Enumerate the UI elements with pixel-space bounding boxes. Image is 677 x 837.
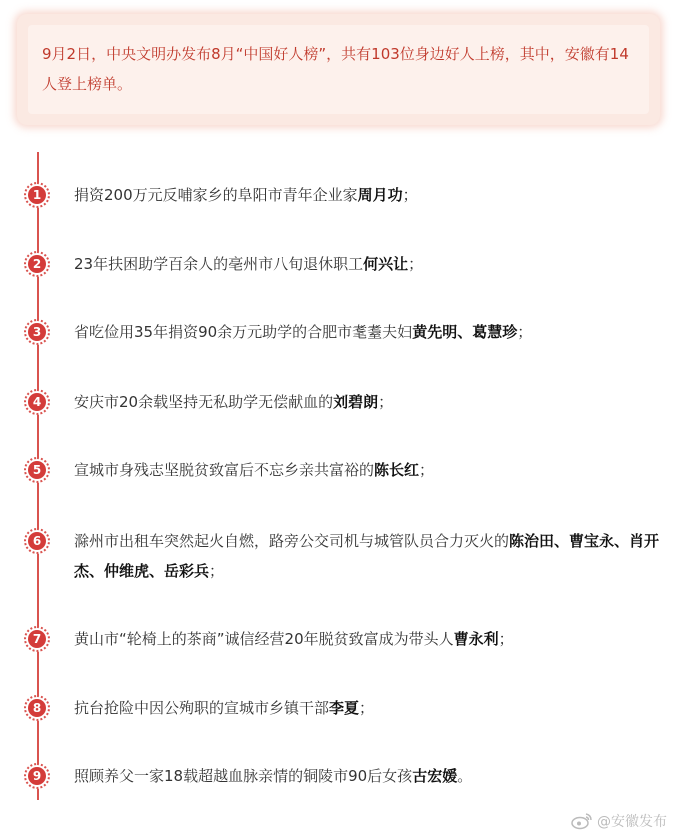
honoree-name: 周月功 <box>357 186 403 204</box>
list-item <box>0 175 677 215</box>
item-punctuation: 。 <box>457 767 473 785</box>
item-description: 宣城市身残志坚脱贫致富后不忘乡亲共富裕的 <box>74 461 375 479</box>
item-punctuation: ； <box>378 393 394 411</box>
number-badge-label: 6 <box>28 532 46 550</box>
item-text <box>74 387 664 417</box>
honoree-name: 李夏 <box>329 699 360 717</box>
item-punctuation: ； <box>517 323 533 341</box>
number-badge-label: 9 <box>28 767 46 785</box>
number-badge-label: 8 <box>28 699 46 717</box>
number-badge-label: 2 <box>28 255 46 273</box>
item-text <box>74 317 664 347</box>
honoree-name: 古宏媛 <box>412 767 458 785</box>
intro-box <box>17 14 660 125</box>
list-item <box>0 382 677 422</box>
intro-text: 9月2日，中央文明办发布8月“中国好人榜”，共有103位身边好人上榜，其中，安徽有14人登上榜单。 <box>28 25 649 114</box>
list-item <box>0 312 677 352</box>
list-item <box>0 688 677 728</box>
number-badge <box>24 389 50 415</box>
item-description: 抗台抢险中因公殉职的宣城市乡镇干部 <box>74 699 330 717</box>
watermark <box>571 811 667 831</box>
number-badge-label: 7 <box>28 630 46 648</box>
item-text <box>74 455 664 485</box>
number-badge <box>24 182 50 208</box>
watermark-text: @安徽发布 <box>597 814 667 830</box>
item-punctuation: ； <box>209 562 225 580</box>
item-description: 23年扶困助学百余人的亳州市八旬退休职工 <box>74 255 364 273</box>
number-badge-label: 3 <box>28 323 46 341</box>
item-description: 捐资200万元反哺家乡的阜阳市青年企业家 <box>74 186 358 204</box>
item-description: 黄山市“轮椅上的茶商”诚信经营20年脱贫致富成为带头人 <box>74 630 454 648</box>
number-badge <box>24 528 50 554</box>
item-text <box>74 526 664 586</box>
item-description: 照顾养父一家18载超越血脉亲情的铜陵市90后女孩 <box>74 767 413 785</box>
number-badge <box>24 695 50 721</box>
item-text <box>74 249 664 279</box>
item-description: 滁州市出租车突然起火自燃，路旁公交司机与城管队员合力灭火的 <box>74 532 510 550</box>
honoree-name: 何兴让 <box>363 255 409 273</box>
number-badge <box>24 763 50 789</box>
weibo-icon <box>571 812 593 830</box>
list-item <box>0 619 677 659</box>
item-description: 省吃俭用35年捐资90余万元助学的合肥市耄耋夫妇 <box>74 323 413 341</box>
honoree-name: 陈治田、曹宝永、肖开杰、仲维虎、岳彩兵 <box>74 532 660 580</box>
number-badge-label: 1 <box>28 186 46 204</box>
item-description: 安庆市20余载坚持无私助学无偿献血的 <box>74 393 334 411</box>
item-punctuation: ； <box>419 461 435 479</box>
item-text <box>74 693 664 723</box>
list-item <box>0 244 677 284</box>
number-badge <box>24 251 50 277</box>
item-text <box>74 624 664 654</box>
number-badge-label: 5 <box>28 461 46 479</box>
list-item <box>0 521 677 580</box>
item-text <box>74 180 664 210</box>
item-text <box>74 761 664 791</box>
list-item <box>0 756 677 796</box>
honoree-name: 曹永利 <box>453 630 499 648</box>
item-punctuation: ； <box>402 186 418 204</box>
honoree-name: 刘碧朗 <box>333 393 379 411</box>
list-item <box>0 450 677 490</box>
number-badge-label: 4 <box>28 393 46 411</box>
item-punctuation: ； <box>498 630 514 648</box>
number-badge <box>24 626 50 652</box>
item-punctuation: ； <box>359 699 375 717</box>
item-punctuation: ； <box>408 255 424 273</box>
number-badge <box>24 457 50 483</box>
number-badge <box>24 319 50 345</box>
honoree-name: 陈长红 <box>374 461 420 479</box>
honoree-name: 黄先明、葛慧珍 <box>412 323 518 341</box>
